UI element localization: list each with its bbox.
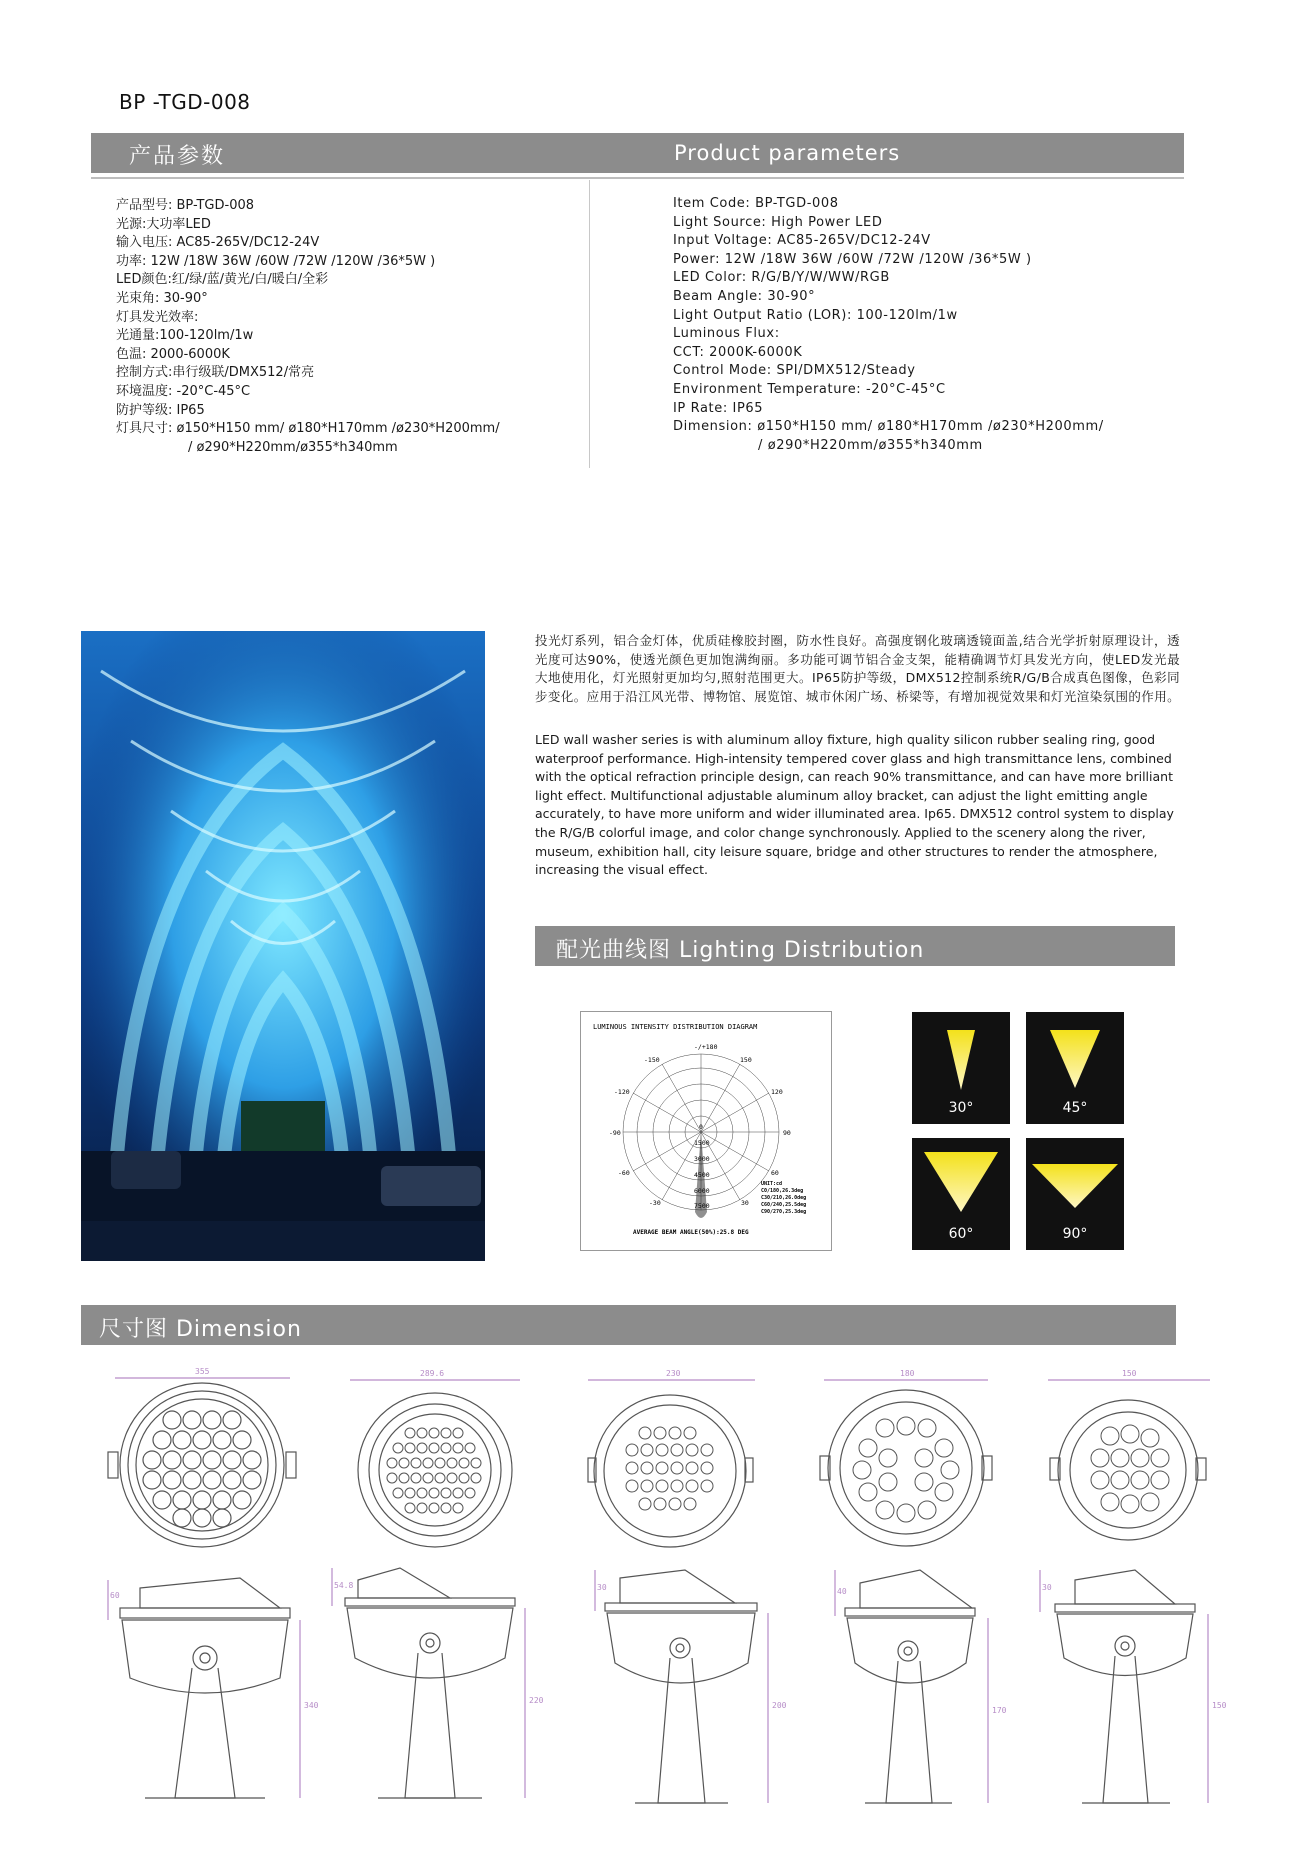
params-title-en: Product parameters: [674, 141, 901, 165]
angle-label: -60: [618, 1169, 630, 1177]
spec-line: Power: 12W /18W 36W /60W /72W /120W /36*5W ): [673, 251, 1032, 267]
front-view-355: [108, 1367, 296, 1547]
beam-label: 60°: [948, 1226, 974, 1242]
angle-label: 90: [783, 1129, 791, 1137]
beam-label: 90°: [1062, 1226, 1088, 1242]
spec-line: Control Mode: SPI/DMX512/Steady: [673, 363, 916, 379]
beam-label: 30°: [948, 1100, 974, 1116]
spec-line-cont: / ø290*H220mm/ø355*h340mm: [758, 437, 983, 453]
width-label: 230: [666, 1369, 681, 1378]
description-en: LED wall washer series is with aluminum alloy fixture, high quality silicon rubber sealing ring, good waterproof performance. High-intensity tempered cover glass and high transmittance lens, combined with the optical refraction principle design, can reach 90% transmittance, and can have more brilliant light effect. Multifunctional adjustable aluminum alloy bracket, can adjust the light emitting angle accurately, to have more uniform and wider illuminated area. Ip65. DMX512 control system to display the R/G/B colorful image, and color change synchronously. Applied to the scenery along the river, museum, exhibition hall, city leisure square, bridge and other structures to render the atmosphere, increasing the visual effect.: [535, 732, 1174, 878]
intensity-label: 3000: [694, 1155, 710, 1163]
specs-cn: [116, 197, 500, 457]
bracket-label: 40: [837, 1587, 847, 1596]
spec-line: 光束角: 30-90°: [116, 290, 208, 306]
spec-line: Light Output Ratio (LOR): 100-120lm/1w: [673, 307, 958, 323]
header-divider: [91, 177, 1184, 179]
spec-line: 防护等级: IP65: [116, 402, 205, 418]
side-view-230: [595, 1570, 787, 1803]
front-view-230: [588, 1369, 755, 1547]
diagram-footer: AVERAGE BEAM ANGLE(50%):25.8 DEG: [633, 1229, 749, 1236]
model-title: BP -TGD-008: [119, 90, 251, 114]
spec-line: Beam Angle: 30-90°: [673, 288, 816, 304]
width-label: 180: [900, 1369, 915, 1378]
lighting-header-bar: [535, 926, 1175, 966]
angle-label: -30: [649, 1199, 661, 1207]
spec-line: Environment Temperature: -20°C-45°C: [673, 381, 946, 397]
legend-line: UNIT:cd: [761, 1181, 783, 1187]
width-label: 289.6: [420, 1369, 445, 1378]
specs-en: [673, 195, 1104, 455]
lighting-title: 配光曲线图 Lighting Distribution: [556, 938, 925, 963]
legend-line: C90/270,25.3deg: [761, 1209, 807, 1215]
side-view-355: [108, 1578, 319, 1798]
side-view-150: [1040, 1570, 1227, 1803]
spec-line: 色温: 2000-6000K: [116, 346, 230, 362]
width-label: 150: [1122, 1369, 1137, 1378]
spec-line: 灯具发光效率:: [116, 309, 199, 325]
dimension-drawings: [100, 1358, 1240, 1838]
angle-label: -/+180: [694, 1043, 718, 1051]
spec-line: Light Source: High Power LED: [673, 214, 883, 230]
height-label: 150: [1212, 1701, 1227, 1710]
beam-label: 45°: [1062, 1100, 1088, 1116]
spec-line: IP Rate: IP65: [673, 400, 764, 416]
bracket-label: 54.8: [334, 1581, 354, 1590]
spec-line: 产品型号: BP-TGD-008: [116, 198, 255, 213]
spec-line: 功率: 12W /18W 36W /60W /72W /120W /36*5W ): [116, 253, 436, 269]
angle-label: 30: [741, 1199, 749, 1207]
column-divider: [589, 180, 590, 468]
params-header-bar: [91, 133, 1184, 173]
legend-line: C60/240,25.5deg: [761, 1202, 807, 1208]
bracket-label: 60: [110, 1591, 120, 1600]
description-cn: 投光灯系列，铝合金灯体，优质硅橡胶封圈，防水性良好。高强度钢化玻璃透镜面盖,结合光学折射原理设计，透光度可达90%，使透光颜色更加饱满绚丽。多功能可调节铝合金支架，能精确调节灯具发光方向，使LED发光最大地使用化，灯光照射更加均匀,照射范围更大。IP65防护等级，DMX512控制系统R/G/B合成真色图像，色彩同步变化。应用于沿江风光带、博物馆、展览馆、城市休闲广场、桥梁等，有增加视觉效果和灯光渲染氛围的作用。: [535, 633, 1181, 704]
spec-line: Luminous Flux:: [673, 326, 780, 342]
application-photo: [81, 631, 485, 1261]
spec-line: CCT: 2000K-6000K: [673, 344, 803, 360]
angle-label: 150: [740, 1056, 752, 1064]
spec-line: Dimension: ø150*H150 mm/ ø180*H170mm /ø230*H200mm/: [673, 419, 1104, 435]
spec-line: 输入电压: AC85-265V/DC12-24V: [116, 235, 320, 251]
beam-tile-45: [1026, 1012, 1124, 1124]
beam-tile-30: [912, 1012, 1010, 1124]
spec-line: 光通量:100-120lm/1w: [116, 328, 254, 344]
spec-line: 控制方式:串行级联/DMX512/常亮: [116, 365, 315, 381]
spec-line: Item Code: BP-TGD-008: [673, 196, 839, 211]
beam-tile-90: [1026, 1138, 1124, 1250]
angle-label: -120: [614, 1088, 630, 1096]
angle-label: 0: [699, 1123, 703, 1131]
height-label: 220: [529, 1696, 544, 1705]
polar-diagram: [580, 1011, 832, 1251]
diagram-title: LUMINOUS INTENSITY DISTRIBUTION DIAGRAM: [593, 1023, 758, 1031]
spec-line: 环境温度: -20°C-45°C: [116, 383, 251, 399]
intensity-label: 7500: [694, 1202, 710, 1210]
angle-label: -90: [609, 1129, 621, 1137]
front-view-180: [820, 1369, 992, 1546]
bracket-label: 30: [597, 1583, 607, 1592]
angle-label: 120: [771, 1088, 783, 1096]
spec-line: Input Voltage: AC85-265V/DC12-24V: [673, 233, 931, 249]
spec-line: 光源:大功率LED: [116, 216, 211, 232]
legend-line: C30/210,26.0deg: [761, 1195, 807, 1201]
dimension-title: 尺寸图 Dimension: [99, 1317, 302, 1342]
params-title-cn: 产品参数: [129, 144, 226, 169]
legend-line: C0/180,26.3deg: [761, 1188, 804, 1194]
height-label: 170: [992, 1706, 1007, 1715]
angle-label: 60: [771, 1169, 779, 1177]
side-view-290: [332, 1568, 544, 1798]
intensity-label: 1500: [694, 1139, 710, 1147]
angle-label: -150: [644, 1056, 660, 1064]
side-view-180: [835, 1570, 1007, 1803]
front-view-290: [350, 1369, 520, 1547]
front-view-150: [1048, 1369, 1210, 1540]
spec-line: LED Color: R/G/B/Y/W/WW/RGB: [673, 270, 890, 286]
height-label: 340: [304, 1701, 319, 1710]
width-label: 355: [195, 1367, 210, 1376]
beam-tile-60: [912, 1138, 1010, 1250]
intensity-label: 4500: [694, 1171, 710, 1179]
spec-line: 灯具尺寸: ø150*H150 mm/ ø180*H170mm /ø230*H200mm/: [116, 421, 500, 437]
spec-line-cont: / ø290*H220mm/ø355*h340mm: [188, 439, 398, 455]
dimension-header-bar: [81, 1305, 1176, 1345]
intensity-label: 6000: [694, 1187, 710, 1195]
spec-line: LED颜色:红/绿/蓝/黄光/白/暖白/全彩: [116, 272, 329, 288]
height-label: 200: [772, 1701, 787, 1710]
bracket-label: 30: [1042, 1583, 1052, 1592]
